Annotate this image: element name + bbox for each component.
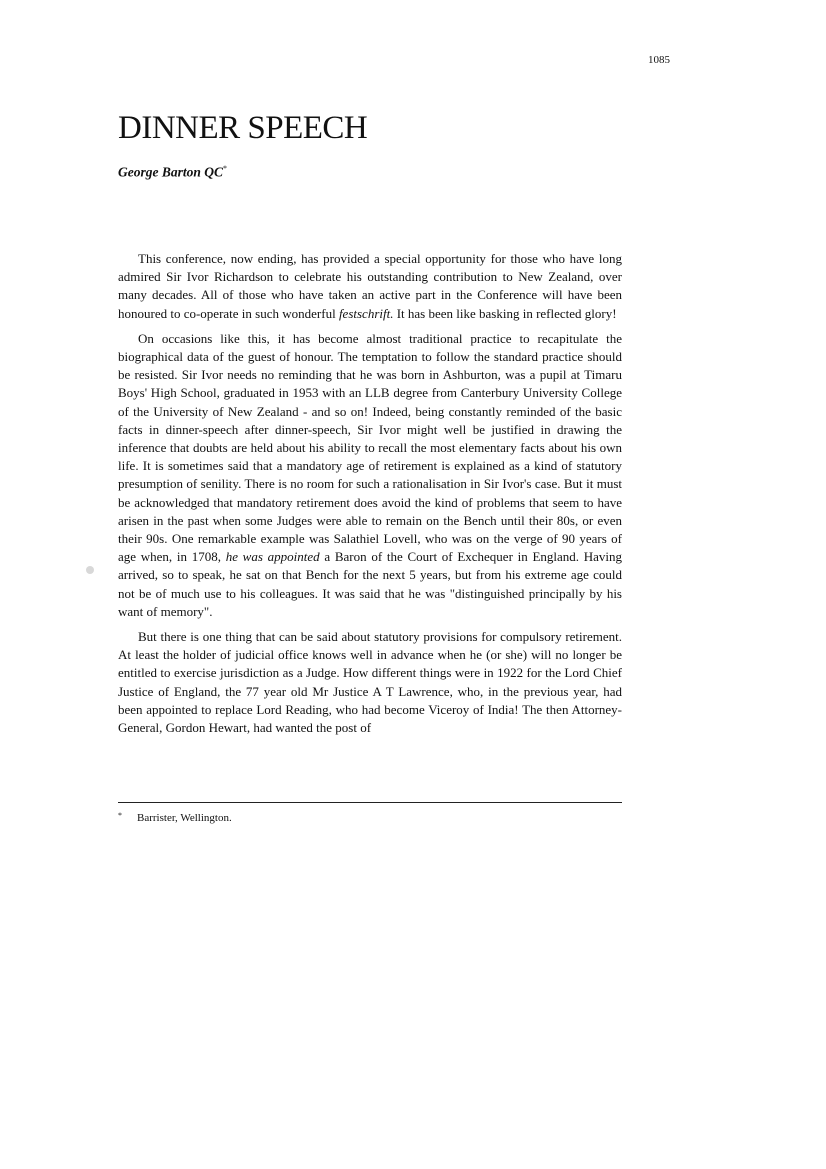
article-title: DINNER SPEECH [118,110,368,146]
paragraph-text: But there is one thing that can be said about statutory provisions for compulsory retirement. At least the holder of judicial office knows well in advance when he (or she) will no longer be entitled to exercise jurisdiction as a Judge. How different things were in 1922 for the Lord Chief Justice of England, the 77 year old Mr Justice A T Lawrence, who, in the previous year, had been appointed to replace Lord Reading, who had become Viceroy of India! The then Attorney-General, Gordon Hewart, had wanted the post of [118,629,622,736]
paragraph-text: On occasions like this, it has become almost traditional practice to recapitulate the biographical data of the guest of honour. The temptation to follow the standard practice should be resisted. Sir Ivor needs no reminding that he was born in Ashburton, was a pupil at Timaru Boys' High School, graduated in 1953 with an LLB degree from Canterbury University College of the University of New Zealand - and so on! Indeed, being constantly reminded of the basic facts in dinner-speech after dinner-speech, Sir Ivor might well be justified in drawing the inference that doubts are held about his ability to recall the most elementary facts about his own life. It is sometimes said that a mandatory age of retirement is explained as a kind of statutory presumption of senility. There is no room for such a rationalisation in Sir Ivor's case. But it must be acknowledged that mandatory retirement does avoid the kind of problems that seem to have arisen in the past when some Judges were able to remain on the Bench until their 80s, or even their 90s. One remarkable example was Salathiel Lovell, who was on the verge of 90 years of age when, in 1708, [118,330,622,565]
paragraph-3 [118,628,622,737]
paragraph-text: It has been like basking in reflected glory! [393,305,617,321]
paragraph-2 [118,330,622,621]
paragraph-1 [118,250,622,323]
footnote-divider [118,802,622,803]
paragraph-emphasis: festschrift. [338,305,394,321]
author-line [118,164,227,181]
paragraph-text: a Baron of the Court of Exchequer in England. Having arrived, so to speak, he sat on that Bench for the next 5 years, but from his extreme age could not be of much use to his colleagues. It was said that he was "distinguished principally by his want of memory". [118,549,623,619]
paragraph-text: This conference, now ending, has provided a special opportunity for those who have long admired Sir Ivor Richardson to celebrate his outstanding contribution to New Zealand, over many decades. All of those who have taken an active part in the Conference will have been honoured to co-operate in such wonderful [118,251,622,321]
paragraph-emphasis: he was appointed [225,549,320,565]
article-body [118,250,622,744]
page-number: 1085 [648,54,670,66]
author-footnote-marker: * [223,164,228,173]
scan-speck [86,566,94,574]
author-name: George Barton QC [118,164,224,180]
footnote-marker: * [118,811,122,820]
footnote-text: Barrister, Wellington. [137,812,232,824]
footnote [118,812,232,824]
